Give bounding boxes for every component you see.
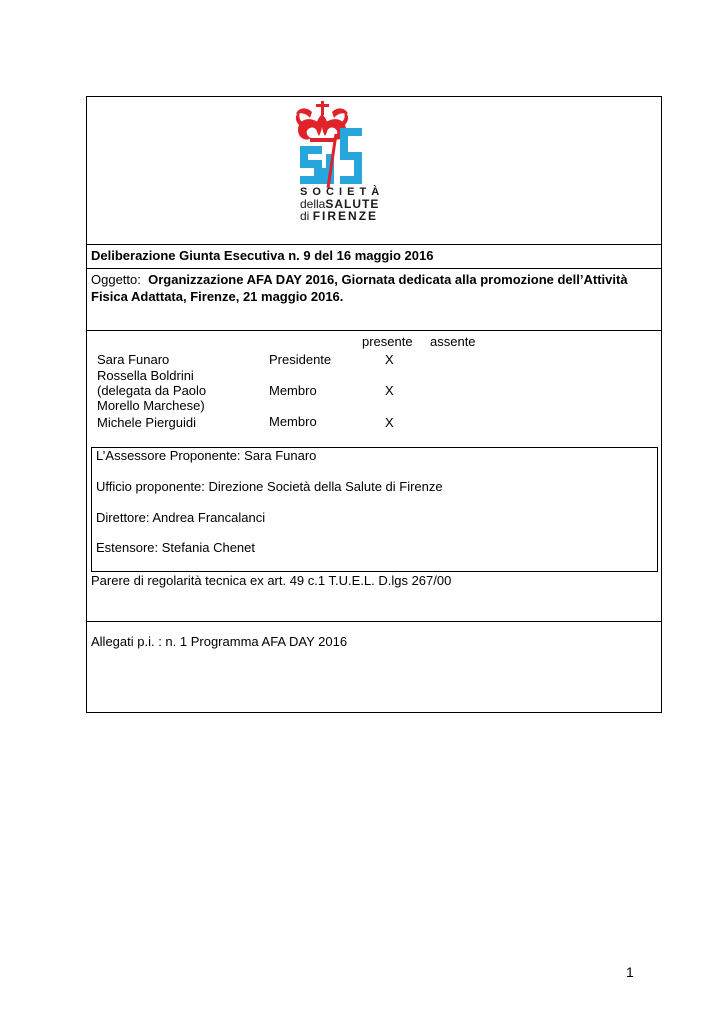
member-role: Membro bbox=[269, 414, 317, 429]
member-presente-mark: X bbox=[385, 415, 394, 430]
member-role: Membro bbox=[269, 383, 317, 398]
member-presente-mark: X bbox=[385, 352, 394, 367]
estensore: Estensore: Stefania Chenet bbox=[96, 540, 255, 555]
oggetto-label: Oggetto: bbox=[91, 272, 141, 287]
row-divider bbox=[86, 268, 662, 269]
member-name: (delegata da Paolo bbox=[97, 383, 207, 398]
row-divider bbox=[86, 621, 662, 622]
member-name: Michele Pierguidi bbox=[97, 415, 196, 430]
ufficio-proponente: Ufficio proponente: Direzione Società della Salute di Firenze bbox=[96, 479, 443, 494]
row-divider bbox=[86, 244, 662, 245]
logo-di: di bbox=[300, 209, 310, 223]
allegati: Allegati p.i. : n. 1 Programma AFA DAY 2016 bbox=[91, 634, 348, 649]
deliberazione-title: Deliberazione Giunta Esecutiva n. 9 del 16 maggio 2016 bbox=[91, 248, 434, 263]
oggetto-line-1 bbox=[91, 272, 628, 288]
header-presente: presente bbox=[362, 334, 413, 349]
logo-salute: SALUTE bbox=[325, 197, 380, 211]
logo-della: della bbox=[300, 197, 326, 211]
parere-regolarita: Parere di regolarità tecnica ex art. 49 c.1 T.U.E.L. D.lgs 267/00 bbox=[91, 573, 452, 588]
member-name: Rossella Boldrini bbox=[97, 368, 194, 383]
header-assente: assente bbox=[430, 334, 476, 349]
logo-line-societa: S O C I E T À bbox=[300, 186, 381, 198]
oggetto-text-1: Organizzazione AFA DAY 2016, Giornata dedicata alla promozione dell’Attività bbox=[148, 272, 628, 287]
assessore-proponente: L’Assessore Proponente: Sara Funaro bbox=[96, 448, 317, 463]
page-number: 1 bbox=[626, 964, 634, 980]
direttore: Direttore: Andrea Francalanci bbox=[96, 510, 266, 525]
logo-firenze: FIRENZE bbox=[312, 209, 379, 223]
member-role: Presidente bbox=[269, 352, 332, 367]
member-name: Sara Funaro bbox=[97, 352, 170, 367]
logo-line-firenze bbox=[300, 210, 378, 222]
oggetto-line-2: Fisica Adattata, Firenze, 21 maggio 2016. bbox=[91, 289, 344, 304]
member-name: Morello Marchese) bbox=[97, 398, 205, 413]
row-divider bbox=[86, 330, 662, 331]
member-presente-mark: X bbox=[385, 383, 394, 398]
